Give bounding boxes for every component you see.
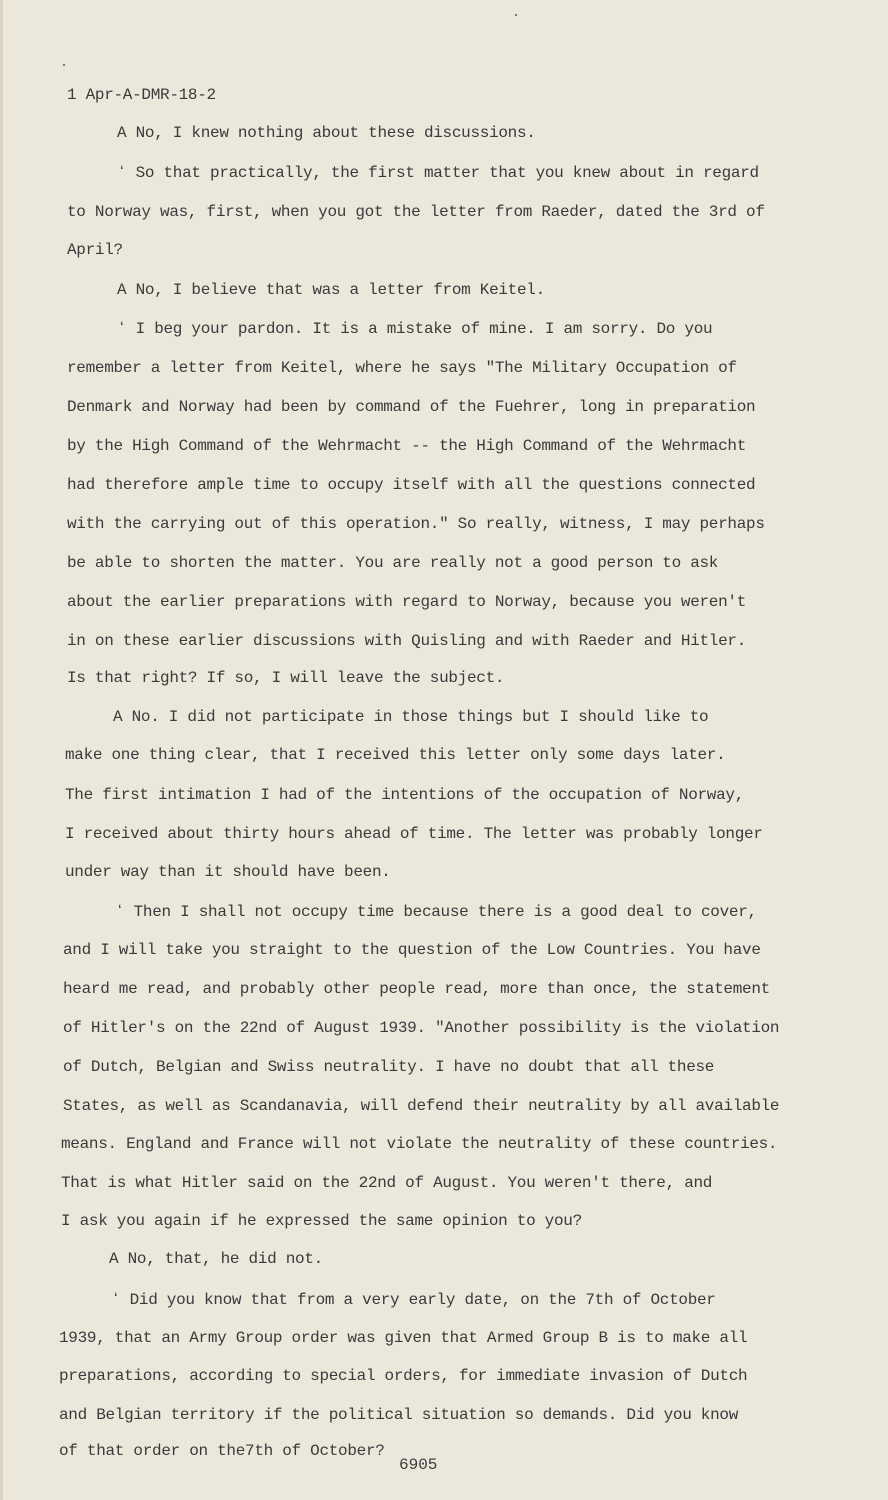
text-line: be able to shorten the matter. You are really not a good person to ask <box>67 554 719 572</box>
text-line: 1939, that an Army Group order was given that Armed Group B is to make all <box>59 1329 748 1347</box>
text-line: ʻ Did you know that from a very early date, on the 7th of October <box>111 1291 716 1309</box>
text-line: heard me read, and probably other people read, more than once, the statement <box>63 980 770 998</box>
text-line: I received about thirty hours ahead of time. The letter was probably longer <box>65 825 763 843</box>
text-line: I ask you again if he expressed the same opinion to you? <box>61 1212 582 1230</box>
text-line: Is that right? If so, I will leave the subject. <box>67 669 505 687</box>
text-line: means. England and France will not violate the neutrality of these countries. <box>61 1135 778 1153</box>
text-line: and Belgian territory if the political situation so demands. Did you know <box>59 1406 739 1424</box>
text-line: ʻ So that practically, the first matter that you knew about in regard <box>117 164 759 182</box>
text-line: A No. I did not participate in those things but I should like to <box>113 708 709 726</box>
text-line: preparations, according to special orders, for immediate invasion of Dutch <box>59 1367 748 1385</box>
text-line: The first intimation I had of the intentions of the occupation of Norway, <box>65 786 745 804</box>
text-line: Denmark and Norway had been by command of the Fuehrer, long in preparation <box>67 398 756 416</box>
text-line: That is what Hitler said on the 22nd of August. You weren't there, and <box>61 1174 713 1192</box>
text-line: by the High Command of the Wehrmacht -- the High Command of the Wehrmacht <box>67 437 747 455</box>
text-line: had therefore ample time to occupy itself with all the questions connected <box>67 476 756 494</box>
ink-speck <box>63 64 65 66</box>
text-line: about the earlier preparations with regard to Norway, because you weren't <box>67 593 747 611</box>
text-line: States, as well as Scandanavia, will defend their neutrality by all available <box>63 1097 780 1115</box>
text-line: A No, that, he did not. <box>109 1250 323 1268</box>
page-number: 6905 <box>399 1456 438 1474</box>
text-line: of Hitler's on the 22nd of August 1939. "Another possibility is the violation <box>63 1019 780 1037</box>
text-line: April? <box>67 241 123 259</box>
text-line: A No, I knew nothing about these discussions. <box>117 124 536 142</box>
text-line: make one thing clear, that I received this letter only some days later. <box>65 746 726 764</box>
text-line: of Dutch, Belgian and Swiss neutrality. I have no doubt that all these <box>63 1058 715 1076</box>
text-line: under way than it should have been. <box>65 863 391 881</box>
ink-speck <box>515 14 517 16</box>
text-line: to Norway was, first, when you got the letter from Raeder, dated the 3rd of <box>67 203 765 221</box>
text-line: and I will take you straight to the question of the Low Countries. You have <box>63 941 761 959</box>
text-line: ʻ Then I shall not occupy time because there is a good deal to cover, <box>115 903 757 921</box>
text-line: remember a letter from Keitel, where he says "The Military Occupation of <box>67 359 737 377</box>
document-header: 1 Apr-A-DMR-18-2 <box>67 86 216 104</box>
text-line: ʻ I beg your pardon. It is a mistake of mine. I am sorry. Do you <box>117 320 713 338</box>
text-line: in on these earlier discussions with Quisling and with Raeder and Hitler. <box>67 632 747 650</box>
text-line: of that order on the7th of October? <box>59 1442 385 1460</box>
text-line: A No, I believe that was a letter from Keitel. <box>117 281 545 299</box>
text-line: with the carrying out of this operation." So really, witness, I may perhaps <box>67 515 765 533</box>
